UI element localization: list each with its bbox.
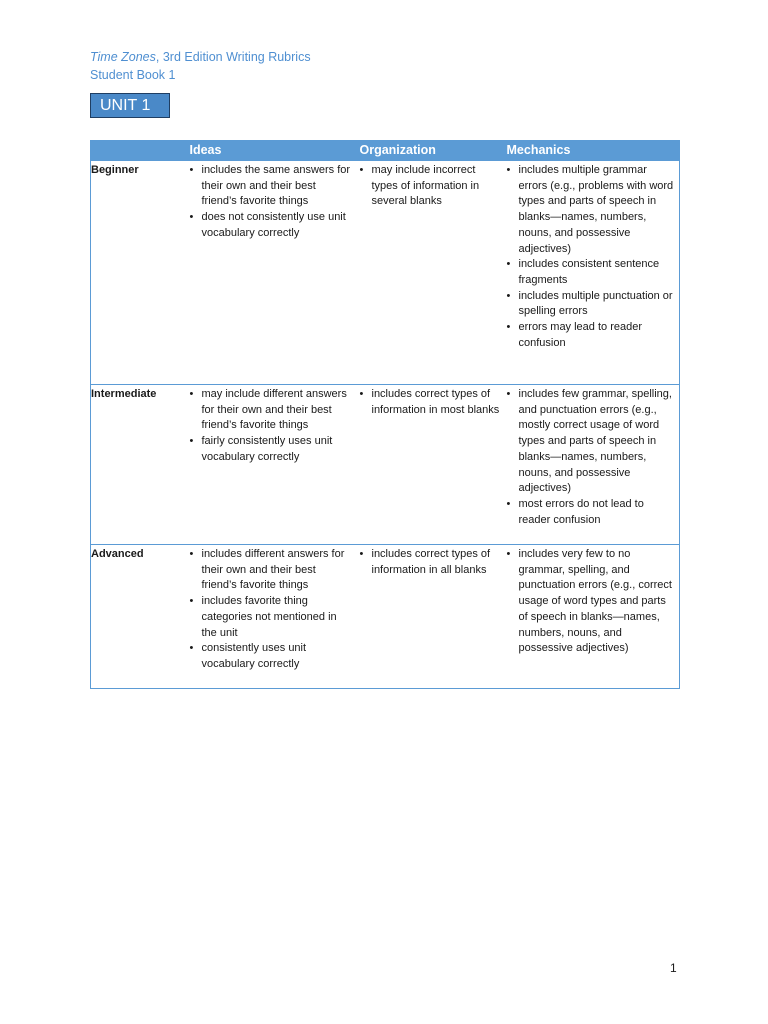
page-number: 1: [670, 961, 677, 975]
list-item: • includes correct types of information in all blanks: [372, 547, 501, 578]
list-item: • does not consistently use unit vocabulary correctly: [202, 210, 354, 241]
list-item: • includes the same answers for their own and their best friend’s favorite things: [202, 163, 354, 210]
list-item: • may include different answers for their own and their best friend’s favorite things: [202, 387, 354, 434]
table-row: [91, 545, 680, 689]
mechanics-cell: [505, 545, 680, 689]
level-cell: Intermediate: [91, 385, 188, 545]
list-item: • includes consistent sentence fragments: [519, 257, 676, 288]
ideas-cell: [188, 161, 358, 385]
list-item: • includes multiple grammar errors (e.g., problems with word types and parts of speech in blanks—names, numbers, nouns, and possessive adjectives): [519, 163, 676, 257]
document-header: [90, 48, 311, 84]
header-title-italic: Time Zones: [90, 50, 156, 64]
list-item: • includes correct types of information in most blanks: [372, 387, 501, 418]
mechanics-cell: [505, 385, 680, 545]
unit-badge: UNIT 1: [90, 93, 170, 118]
list-item: • errors may lead to reader confusion: [519, 320, 676, 351]
list-item: • includes different answers for their own and their best friend’s favorite things: [202, 547, 354, 594]
column-header-ideas: Ideas: [188, 141, 358, 161]
list-item: • includes favorite thing categories not mentioned in the unit: [202, 594, 354, 641]
table-header-row: [91, 141, 680, 161]
mechanics-cell: [505, 161, 680, 385]
header-title: [90, 48, 311, 66]
ideas-cell: [188, 385, 358, 545]
ideas-cell: [188, 545, 358, 689]
list-item: • fairly consistently uses unit vocabulary correctly: [202, 434, 354, 465]
table-row: [91, 161, 680, 385]
header-subtitle: Student Book 1: [90, 68, 176, 82]
list-item: • includes very few to no grammar, spelling, and punctuation errors (e.g., correct usage of word types and parts of speech in blanks—names, numbers, nouns, and possessive adjectives): [519, 547, 676, 657]
list-item: • includes multiple punctuation or spelling errors: [519, 289, 676, 320]
level-cell: Beginner: [91, 161, 188, 385]
rubric-table: [90, 140, 680, 689]
level-cell: Advanced: [91, 545, 188, 689]
column-header-level: [91, 141, 188, 161]
list-item: • consistently uses unit vocabulary correctly: [202, 641, 354, 672]
table-row: [91, 385, 680, 545]
list-item: • may include incorrect types of information in several blanks: [372, 163, 501, 210]
column-header-mechanics: Mechanics: [505, 141, 680, 161]
organization-cell: [358, 545, 505, 689]
list-item: • most errors do not lead to reader confusion: [519, 497, 676, 528]
organization-cell: [358, 161, 505, 385]
header-title-rest: , 3rd Edition Writing Rubrics: [155, 50, 311, 64]
organization-cell: [358, 385, 505, 545]
list-item: • includes few grammar, spelling, and punctuation errors (e.g., mostly correct usage of word types and parts of speech in blanks—names, numbers, nouns, and possessive adjectives): [519, 387, 676, 497]
column-header-organization: Organization: [358, 141, 505, 161]
